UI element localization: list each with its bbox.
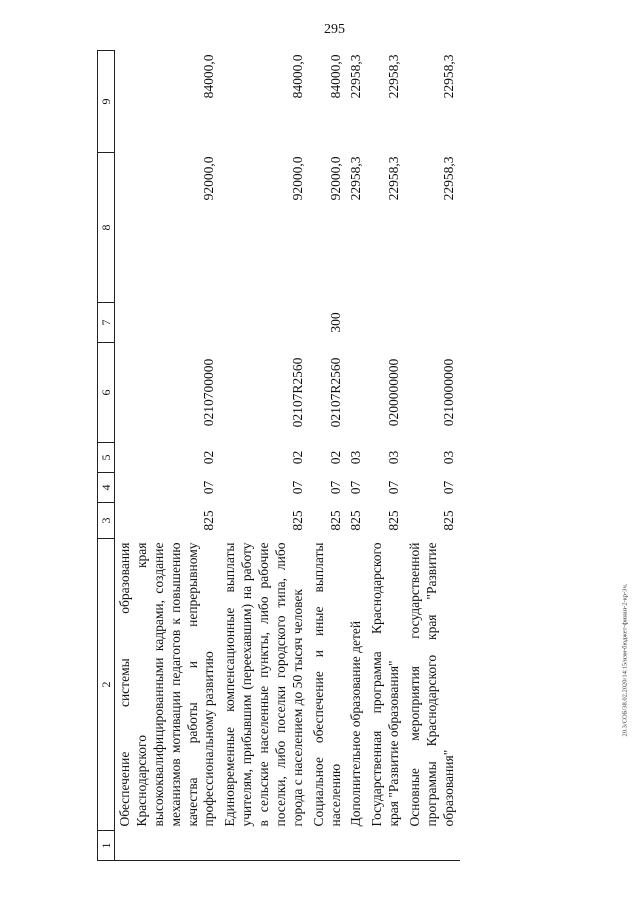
table-body	[115, 51, 460, 861]
cell-amount-9: 84000,0	[201, 54, 217, 99]
cell-code-6: 02107R2560	[327, 357, 343, 428]
table-landscape-frame	[97, 51, 617, 861]
footer-code-text: 20.3/СОБ/38.02.2020/14:15/изм-бюджет-финан-2-кр-3ч.	[621, 583, 629, 737]
table-row	[220, 51, 308, 861]
cell-code-7: 300	[327, 312, 343, 333]
table-row	[346, 51, 367, 861]
cell-code-4: 07	[440, 480, 456, 495]
cell-code-7	[115, 303, 221, 343]
cell-code-5: 02	[289, 450, 305, 465]
cell-amount-9: 22958,3	[440, 54, 456, 99]
cell-col-1	[220, 831, 308, 861]
header-col-2: 2	[98, 539, 115, 831]
cell-amount-8: 22958,3	[386, 156, 402, 201]
cell-col-1	[405, 831, 460, 861]
cell-code-4: 07	[348, 480, 364, 495]
cell-code-4: 07	[289, 480, 305, 495]
cell-code-3: 825	[386, 510, 402, 531]
header-col-1: 1	[98, 831, 115, 861]
cell-col-1	[346, 831, 367, 861]
cell-code-6: 02107R2560	[289, 357, 305, 428]
header-col-3: 3	[98, 503, 115, 539]
table-header	[98, 51, 115, 861]
cell-code-6	[346, 343, 367, 443]
header-col-6: 6	[98, 343, 115, 443]
cell-name: Единовременные компенсационные выплаты учителям, прибывшим (переехавшим) на работу в сельские населенные пункты, либо рабочие поселки, либо поселки городского типа, либо города с населением до 50 тысяч человек	[222, 542, 305, 827]
table-row	[367, 51, 405, 861]
table-row	[405, 51, 460, 861]
cell-amount-8: 92000,0	[289, 156, 305, 201]
cell-amount-8: 22958,3	[348, 156, 364, 201]
cell-code-3: 825	[201, 510, 217, 531]
table-row	[115, 51, 221, 861]
cell-amount-9: 84000,0	[289, 54, 305, 99]
cell-code-4: 07	[201, 480, 217, 495]
cell-code-3: 825	[440, 510, 456, 531]
cell-amount-8: 92000,0	[201, 156, 217, 201]
cell-name: Государственная программа Краснодарского края "Развитие образования"	[369, 542, 402, 827]
header-col-7: 7	[98, 303, 115, 343]
cell-code-6: 0210000000	[440, 358, 456, 427]
cell-col-1	[367, 831, 405, 861]
cell-code-5: 02	[327, 450, 343, 465]
cell-name: Дополнительное образование детей	[348, 620, 364, 827]
header-col-4: 4	[98, 473, 115, 503]
cell-amount-8: 92000,0	[327, 156, 343, 201]
cell-name: Основные мероприятия государственной программы Краснодарского края "Развитие образования"	[407, 542, 456, 827]
header-row	[98, 51, 115, 861]
cell-col-1	[115, 831, 221, 861]
cell-code-6: 0200000000	[386, 358, 402, 427]
cell-code-5: 03	[348, 450, 364, 465]
cell-code-7	[405, 303, 460, 343]
page-number: 295	[324, 22, 345, 37]
document-footer-code	[615, 420, 635, 900]
cell-code-7	[346, 303, 367, 343]
cell-name: Обеспечение системы образования Краснодарского края высококвалифицированными кадрами, создание механизмов мотивации педагогов к повышению качества работы и непрерывному профессиональному развитию	[117, 542, 217, 827]
cell-col-1	[309, 831, 347, 861]
cell-amount-9: 22958,3	[348, 54, 364, 99]
cell-amount-9: 22958,3	[386, 54, 402, 99]
cell-code-5: 02	[201, 450, 217, 465]
cell-code-4: 07	[386, 480, 402, 495]
cell-code-5: 03	[386, 450, 402, 465]
cell-code-3: 825	[327, 510, 343, 531]
header-col-8: 8	[98, 153, 115, 303]
cell-code-7	[367, 303, 405, 343]
cell-code-3: 825	[348, 510, 364, 531]
cell-code-3: 825	[289, 510, 305, 531]
cell-code-7	[220, 303, 308, 343]
cell-code-5: 03	[440, 450, 456, 465]
cell-amount-9: 84000,0	[327, 54, 343, 99]
cell-amount-8: 22958,3	[440, 156, 456, 201]
header-col-5: 5	[98, 443, 115, 473]
cell-name: Социальное обеспечение и иные выплаты населению	[310, 542, 343, 827]
table-row	[309, 51, 347, 861]
header-col-9: 9	[98, 51, 115, 153]
budget-table	[97, 50, 460, 861]
cell-code-6: 0210700000	[201, 358, 217, 427]
cell-code-4: 07	[327, 480, 343, 495]
rotated-table-area	[97, 51, 617, 861]
